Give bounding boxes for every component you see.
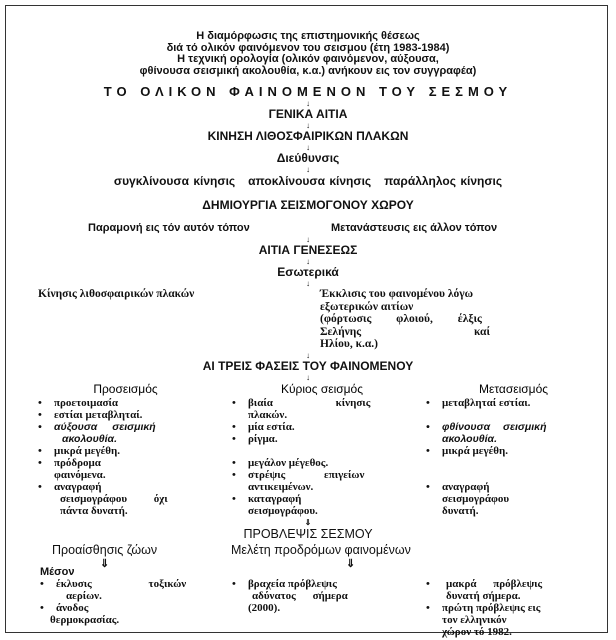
list-item: • μεταβληταί εστίαι. <box>426 397 601 409</box>
list-item-cont: ακολουθία. <box>442 433 497 445</box>
list-item-cont: χώρον τό 1982. <box>442 626 512 638</box>
list-item-cont: θερμοκρασίας. <box>50 614 120 626</box>
list-item-cont: ακολουθία. <box>62 433 117 445</box>
double-arrow-down-icon: ⇓ <box>304 518 312 527</box>
arrow-down-icon: ↓ <box>306 351 310 360</box>
diagram-title: ΤΟ ΟΛΙΚΟΝ ΦΑΙΝΟΜΕΝΟΝ ΤΟΥ ΣΕΣΜΟΥ <box>103 84 513 99</box>
external-line: Ηλίου, κ.α.) <box>320 338 379 350</box>
list-item-cont: (2000). <box>248 602 281 614</box>
arrow-down-icon: ↓ <box>306 165 310 174</box>
list-item-cont: σεισμογράφου όχι <box>60 493 168 505</box>
list-item: • μία εστία. <box>232 421 412 433</box>
arrow-down-icon: ↓ <box>306 121 310 130</box>
direction: Διεύθυνσις <box>276 151 340 165</box>
list-item: • μικρά μεγέθη. <box>426 445 601 457</box>
arrow-down-icon: ↓ <box>306 257 310 266</box>
foreshock-title: Προσεισμός <box>93 382 158 396</box>
list-item: • καταγραφή <box>232 493 412 505</box>
header-line-3: Η τεχνική ορολογία (ολικόν φαινόμενον, αύξουσα, <box>177 53 439 65</box>
list-item: • άνοδος <box>40 602 212 614</box>
aftershock-column <box>426 382 601 517</box>
animal-premonition: Προαίσθησις ζώων <box>52 543 158 557</box>
header-line-1: Η διαμόρφωσις της επιστημονικής θέσεως <box>196 30 420 42</box>
prediction-title: ΠΡΟΒΛΕΨΙΣ ΣΕΣΜΟΥ <box>243 527 373 541</box>
divergent-motion: αποκλίνουσα κίνησις <box>248 174 372 188</box>
animals-column <box>40 566 212 626</box>
list-item-cont: αερίων. <box>66 590 102 602</box>
external-line: Έκκλισις του φαινομένου λόγω <box>320 288 474 300</box>
internal-causes: Εσωτερικά <box>277 265 339 279</box>
list-item: • αύξουσα σεισμική <box>38 421 213 433</box>
short-term-column <box>232 578 412 614</box>
list-item-cont: αντικειμένων. <box>248 481 314 493</box>
list-item: • αναγραφή <box>426 481 601 493</box>
list-item: • πρόδρομα <box>38 457 213 469</box>
list-item: • στρέψις επιγείων <box>232 469 412 481</box>
double-arrow-down-icon: ⇓ <box>100 558 110 570</box>
list-item-cont: σεισμογράφου <box>442 493 510 505</box>
list-item-cont: δυνατή. <box>442 505 479 517</box>
stay-same-place: Παραμονή εις τόν αυτόν τόπον <box>88 222 250 234</box>
list-item-cont: δυνατή σήμερα. <box>446 590 521 602</box>
arrow-down-icon: ↓ <box>306 143 310 152</box>
mainshock-title: Κύριος σεισμός <box>280 382 364 396</box>
motion-types <box>0 175 616 188</box>
arrow-down-icon: ↓ <box>306 235 310 244</box>
list-item: • μακρά πρόβλεψις <box>426 578 606 590</box>
internal-plate-motion: Κίνησις λιθοσφαιρικών πλακών <box>38 288 195 300</box>
list-item-cont: αδύνατος σήμερα <box>252 590 348 602</box>
mainshock-column <box>232 382 412 517</box>
list-item-cont: φαινόμενα. <box>54 469 106 481</box>
header-line-2: διά τό ολικόν φαινόμενον του σεισμου (έτη 1983-1984) <box>166 41 450 54</box>
medium-label: Μέσον <box>40 566 75 578</box>
convergent-motion: συγκλίνουσα κίνησις <box>113 174 236 188</box>
seismogenic-space: ΔΗΜΙΟΥΡΓΙΑ ΣΕΙΣΜΟΓΟΝΟΥ ΧΩΡΟΥ <box>202 198 414 212</box>
list-item-cont: πλακών. <box>248 409 288 421</box>
three-phases: ΑΙ ΤΡΕΙΣ ΦΑΣΕΙΣ ΤΟΥ ΦΑΙΝΟΜΕΝΟΥ <box>202 359 414 373</box>
external-line: (φόρτωσις φλοιού, έλξις <box>320 313 482 325</box>
aftershock-title: Μετασεισμός <box>478 382 549 396</box>
arrow-down-icon: ↓ <box>306 279 310 288</box>
header-line-4: φθίνουσα σεισμική ακολουθία, κ.α.) ανήκουν εις τον συγγραφέα) <box>139 64 477 77</box>
long-term-column <box>426 578 606 638</box>
list-item: • προετοιμασία <box>38 397 213 409</box>
list-item: • ρίγμα. <box>232 433 412 445</box>
list-item: • έκλυσις τοξικών <box>40 578 212 590</box>
list-item: • μικρά μεγέθη. <box>38 445 213 457</box>
list-item: • αναγραφή <box>38 481 213 493</box>
list-item: • βραχεία πρόβλεψις <box>232 578 412 590</box>
arrow-down-icon: ↓ <box>306 373 310 382</box>
genesis-causes: ΑΙΤΙΑ ΓΕΝΕΣΕΩΣ <box>258 243 358 257</box>
external-causes-block <box>320 288 582 351</box>
foreshock-column <box>38 382 213 517</box>
list-item: • μεγάλον μέγεθος. <box>232 457 412 469</box>
list-item: • πρώτη πρόβλεψις εις <box>426 602 606 614</box>
parallel-motion: παράλληλος κίνησις <box>384 174 503 188</box>
migration: Μετανάστευσις εις άλλον τόπον <box>331 222 498 234</box>
list-item-cont: σεισμογράφου. <box>248 505 318 517</box>
arrow-down-icon: ↓ <box>306 99 310 108</box>
general-causes: ΓΕΝΙΚΑ ΑΙΤΙΑ <box>268 107 348 121</box>
double-arrow-down-icon: ⇓ <box>346 558 356 570</box>
plate-motion: ΚΙΝΗΣΗ ΛΙΘΟΣΦΑΙΡΙΚΩΝ ΠΛΑΚΩΝ <box>207 129 409 143</box>
precursor-study: Μελέτη προδρόμων φαινομένων <box>231 543 411 557</box>
list-item: • εστίαι μεταβληταί. <box>38 409 213 421</box>
list-item-cont: πάντα δυνατή. <box>60 505 128 517</box>
list-item: • φθίνουσα σεισμική <box>426 421 601 433</box>
external-line: εξωτερικών αιτίων <box>320 300 414 313</box>
list-item: • βιαία κίνησις <box>232 397 412 409</box>
list-item-cont: τον ελληνικόν <box>442 614 507 626</box>
external-line: Σελήνης καί <box>320 325 491 338</box>
